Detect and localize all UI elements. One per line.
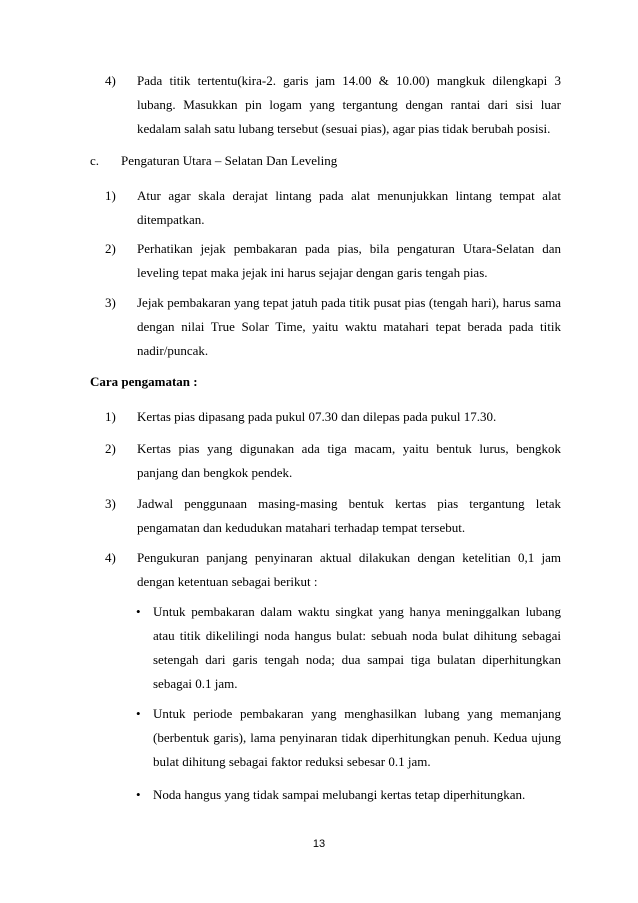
list-text: Pada titik tertentu(kira-2. garis jam 14.00 & 10.00) mangkuk dilengkapi 3 lubang. Masukkan pin logam yang tergantung dengan rantai dari sisi luar kedalam salah satu lubang tersebut (sesuai pias), agar pias tidak berubah posisi. bbox=[137, 73, 561, 136]
bullet-icon: • bbox=[136, 787, 141, 802]
list-text: Perhatikan jejak pembakaran pada pias, bila pengaturan Utara-Selatan dan leveling tepat maka jejak ini harus sejajar dengan garis tengah pias. bbox=[137, 241, 561, 280]
list-text: Pengukuran panjang penyinaran aktual dilakukan dengan ketelitian 0,1 jam dengan ketentuan sebagai berikut : bbox=[137, 550, 561, 589]
list-text: Jadwal penggunaan masing-masing bentuk kertas pias tergantung letak pengamatan dan kedudukan matahari terhadap tempat tersebut. bbox=[137, 496, 561, 535]
cara-heading: Cara pengamatan : bbox=[90, 374, 198, 389]
list-text: Atur agar skala derajat lintang pada alat menunjukkan lintang tempat alat ditempatkan. bbox=[137, 188, 561, 227]
page-number: 13 bbox=[312, 838, 326, 850]
list-number: 3) bbox=[105, 496, 116, 511]
list-number: 4) bbox=[105, 550, 116, 565]
list-number: 2) bbox=[105, 441, 116, 456]
list-number: 1) bbox=[105, 188, 116, 203]
list-number: 4) bbox=[105, 73, 116, 88]
bullet-icon: • bbox=[136, 706, 141, 721]
bullet-text: Noda hangus yang tidak sampai melubangi kertas tetap diperhitungkan. bbox=[153, 787, 526, 802]
list-number: 2) bbox=[105, 241, 116, 256]
list-text: Kertas pias dipasang pada pukul 07.30 dan dilepas pada pukul 17.30. bbox=[137, 409, 497, 424]
section-letter: c. bbox=[90, 153, 100, 168]
bullet-text: Untuk periode pembakaran yang menghasilkan lubang yang memanjang (berbentuk garis), lama penyinaran tidak diperhitungkan penuh. Kedua ujung bulat dihitung sebagai faktor reduksi sebesar 0.1 jam. bbox=[153, 706, 561, 769]
bullet-icon: • bbox=[136, 604, 141, 619]
bullet-text: Untuk pembakaran dalam waktu singkat yang hanya meninggalkan lubang atau titik dikelilingi noda hangus bulat: sebuah noda bulat dihitung sebagai setengah dari garis tengah noda; dua sampai tiga bulatan diperhitungkan sebagai 0.1 jam. bbox=[153, 604, 561, 691]
list-text: Kertas pias yang digunakan ada tiga macam, yaitu bentuk lurus, bengkok panjang dan bengkok pendek. bbox=[137, 441, 561, 480]
list-text: Jejak pembakaran yang tepat jatuh pada titik pusat pias (tengah hari), harus sama dengan nilai True Solar Time, yaitu waktu matahari tepat berada pada titik nadir/puncak. bbox=[137, 295, 561, 358]
list-number: 1) bbox=[105, 409, 116, 424]
section-title: Pengaturan Utara – Selatan Dan Leveling bbox=[121, 153, 338, 168]
list-number: 3) bbox=[105, 295, 116, 310]
